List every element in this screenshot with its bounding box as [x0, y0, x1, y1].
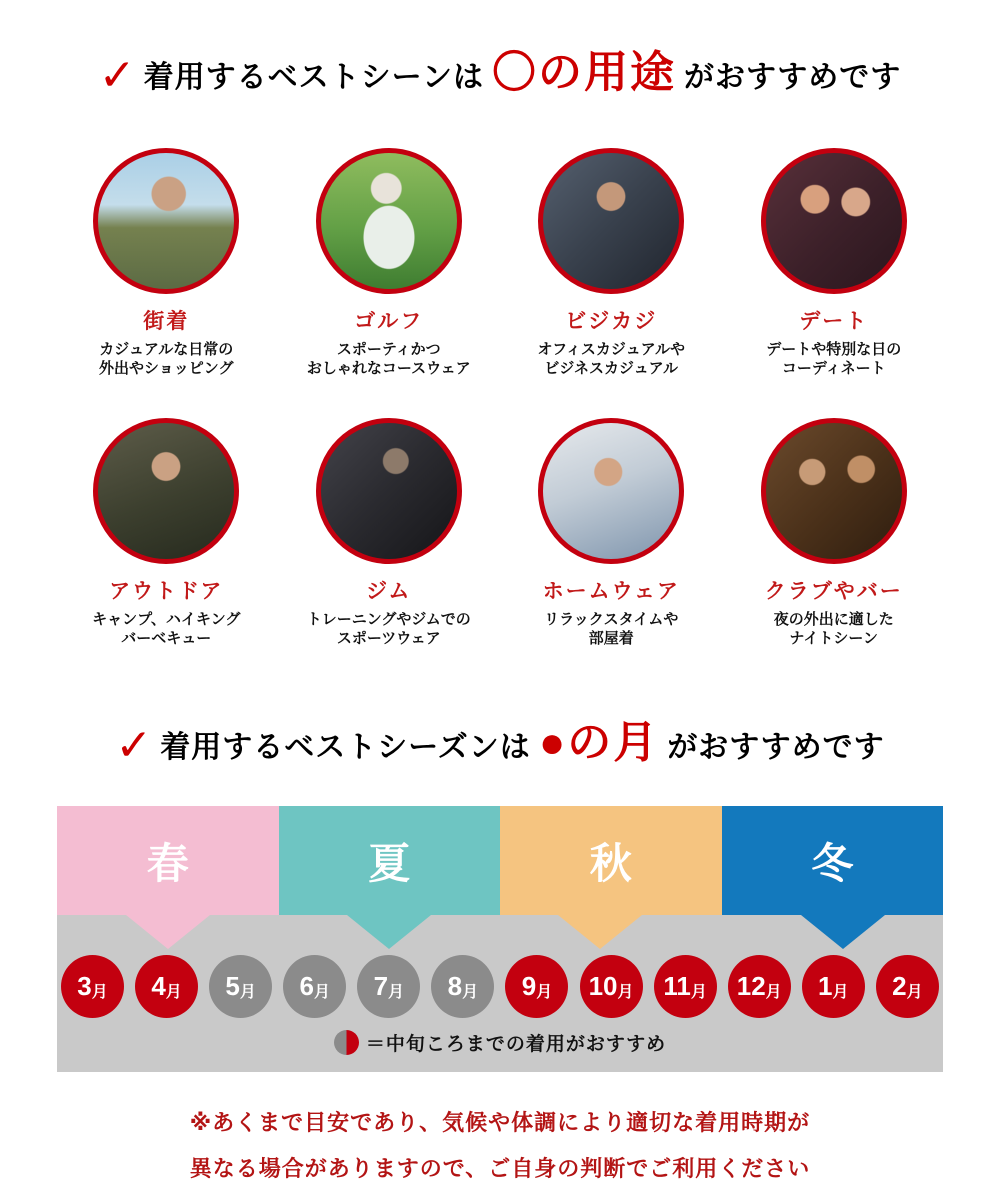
scene-card-golf	[278, 148, 501, 378]
month-circle-june	[283, 955, 346, 1018]
scene-desc-line1: トレーニングやジムでの	[306, 611, 471, 628]
scene-card-gym	[278, 418, 501, 648]
man-gym-training-photo	[316, 418, 462, 564]
scene-card-homewear	[500, 418, 723, 648]
month-circle-december	[728, 955, 791, 1018]
month-suffix: 月	[536, 984, 553, 1001]
scene-desc-line2: コーディネート	[781, 360, 886, 377]
scene-title: デート	[799, 310, 869, 333]
month-circle-july	[357, 955, 420, 1018]
season-label: 夏	[368, 839, 411, 887]
scene-description	[538, 340, 685, 378]
scene-desc-line1: スポーティかつ	[336, 341, 441, 358]
scene-title: ジム	[366, 580, 412, 603]
man-outdoor-jacket-photo	[93, 418, 239, 564]
scene-desc-line2: バーベキュー	[121, 630, 212, 647]
scene-desc-line1: オフィスカジュアルや	[537, 341, 685, 358]
season-pointer-arrow	[558, 915, 642, 949]
month-row	[61, 955, 939, 1018]
season-block-summer	[279, 806, 501, 915]
season-block-spring	[57, 806, 279, 915]
season-label: 春	[146, 839, 189, 887]
month-circle-april	[135, 955, 198, 1018]
month-number: 5	[225, 971, 240, 1001]
month-suffix: 月	[462, 984, 479, 1001]
heading-text-post: がおすすめです	[683, 61, 902, 94]
disclaimer-note	[0, 1100, 1000, 1192]
month-suffix: 月	[906, 984, 923, 1001]
scene-card-street	[55, 148, 278, 378]
scene-desc-line2: スポーツウェア	[336, 630, 441, 647]
month-number: 7	[373, 971, 389, 1001]
legend-text: ＝中旬ころまでの着用がおすすめ	[365, 1034, 667, 1055]
month-suffix: 月	[239, 984, 256, 1001]
scene-desc-line1: 夜の外出に適した	[773, 611, 894, 628]
month-circle-october	[580, 955, 643, 1018]
scene-desc-line2: 外出やショッピング	[99, 360, 234, 377]
checkmark-icon: ✓	[98, 51, 136, 100]
scene-desc-line2: おしゃれなコースウェア	[306, 360, 471, 377]
season-bar	[57, 806, 943, 915]
scene-card-outdoor	[55, 418, 278, 648]
scene-desc-line2: ナイトシーン	[789, 630, 879, 647]
month-number: 11	[663, 971, 691, 1001]
half-circle-icon	[334, 1030, 359, 1055]
legend	[61, 1029, 939, 1056]
season-pointer-arrow	[126, 915, 210, 949]
season-label: 秋	[589, 839, 632, 887]
month-number: 1	[818, 971, 833, 1001]
scene-grid	[0, 148, 1000, 648]
month-suffix: 月	[388, 984, 405, 1001]
scene-description	[766, 340, 901, 378]
scene-title: アウトドア	[109, 580, 224, 603]
scene-desc-line2: 部屋着	[588, 630, 634, 647]
season-block-winter	[722, 806, 944, 915]
month-circle-august	[431, 955, 494, 1018]
scene-description	[544, 610, 678, 648]
scene-title: ゴルフ	[354, 310, 424, 333]
month-number: 9	[521, 971, 537, 1001]
best-scene-heading	[0, 0, 1000, 100]
scene-desc-line1: キャンプ、ハイキング	[92, 611, 241, 628]
scene-description	[774, 610, 894, 648]
month-circle-september	[505, 955, 568, 1018]
month-number: 10	[588, 971, 618, 1001]
month-number: 8	[447, 971, 463, 1001]
men-bar-drinks-photo	[761, 418, 907, 564]
scene-title: 街着	[143, 310, 190, 333]
heading-highlight: ●の月	[538, 718, 660, 767]
scene-description	[99, 340, 233, 378]
scene-desc-line2: ビジネスカジュアル	[544, 360, 679, 377]
scene-card-date	[723, 148, 946, 378]
scene-title: ビジカジ	[565, 310, 658, 333]
month-circle-february	[876, 955, 939, 1018]
best-season-heading	[0, 706, 1000, 770]
scene-description	[92, 610, 240, 648]
season-block-autumn	[500, 806, 722, 915]
man-headphones-relax-photo	[538, 418, 684, 564]
scene-desc-line1: リラックスタイムや	[544, 611, 679, 628]
heading-text-post: がおすすめです	[667, 731, 885, 764]
scene-desc-line1: カジュアルな日常の	[99, 341, 234, 358]
heading-text-pre: 着用するベストシーズンは	[160, 731, 531, 764]
month-suffix: 月	[617, 984, 634, 1001]
month-suffix: 月	[165, 984, 182, 1001]
checkmark-icon: ✓	[115, 721, 153, 770]
month-number: 6	[299, 971, 314, 1001]
scene-card-club-bar	[723, 418, 946, 648]
month-number: 12	[736, 971, 766, 1001]
scene-description	[307, 610, 471, 648]
disclaimer-line1: ※あくまで目安であり、気候や体調により適切な着用時期が	[189, 1110, 811, 1135]
man-office-suit-photo	[538, 148, 684, 294]
scene-desc-line1: デートや特別な日の	[766, 341, 902, 358]
scene-title: クラブやバー	[764, 580, 903, 603]
month-number: 2	[892, 971, 907, 1001]
month-number: 4	[151, 971, 166, 1001]
month-number: 3	[77, 971, 92, 1001]
man-golf-swing-photo	[316, 148, 462, 294]
season-calendar-chart	[57, 806, 943, 1072]
couple-date-photo	[761, 148, 907, 294]
scene-description	[307, 340, 471, 378]
month-suffix: 月	[313, 984, 330, 1001]
season-label: 冬	[811, 839, 854, 887]
season-pointer-arrow	[801, 915, 885, 949]
month-suffix: 月	[765, 984, 782, 1001]
month-suffix: 月	[91, 984, 108, 1001]
scene-title: ホームウェア	[542, 580, 680, 603]
man-casual-street-photo	[93, 148, 239, 294]
month-suffix: 月	[832, 984, 849, 1001]
month-circle-may	[209, 955, 272, 1018]
month-suffix: 月	[690, 984, 707, 1001]
month-circle-march	[61, 955, 124, 1018]
heading-highlight: 〇の用途	[491, 48, 676, 97]
scene-card-bizcasual	[500, 148, 723, 378]
heading-text-pre: 着用するベストシーンは	[143, 61, 484, 94]
month-circle-january	[802, 955, 865, 1018]
disclaimer-line2: 異なる場合がありますので、ご自身の判断でご利用ください	[189, 1156, 811, 1181]
season-pointer-arrow	[347, 915, 431, 949]
month-circle-november	[654, 955, 717, 1018]
